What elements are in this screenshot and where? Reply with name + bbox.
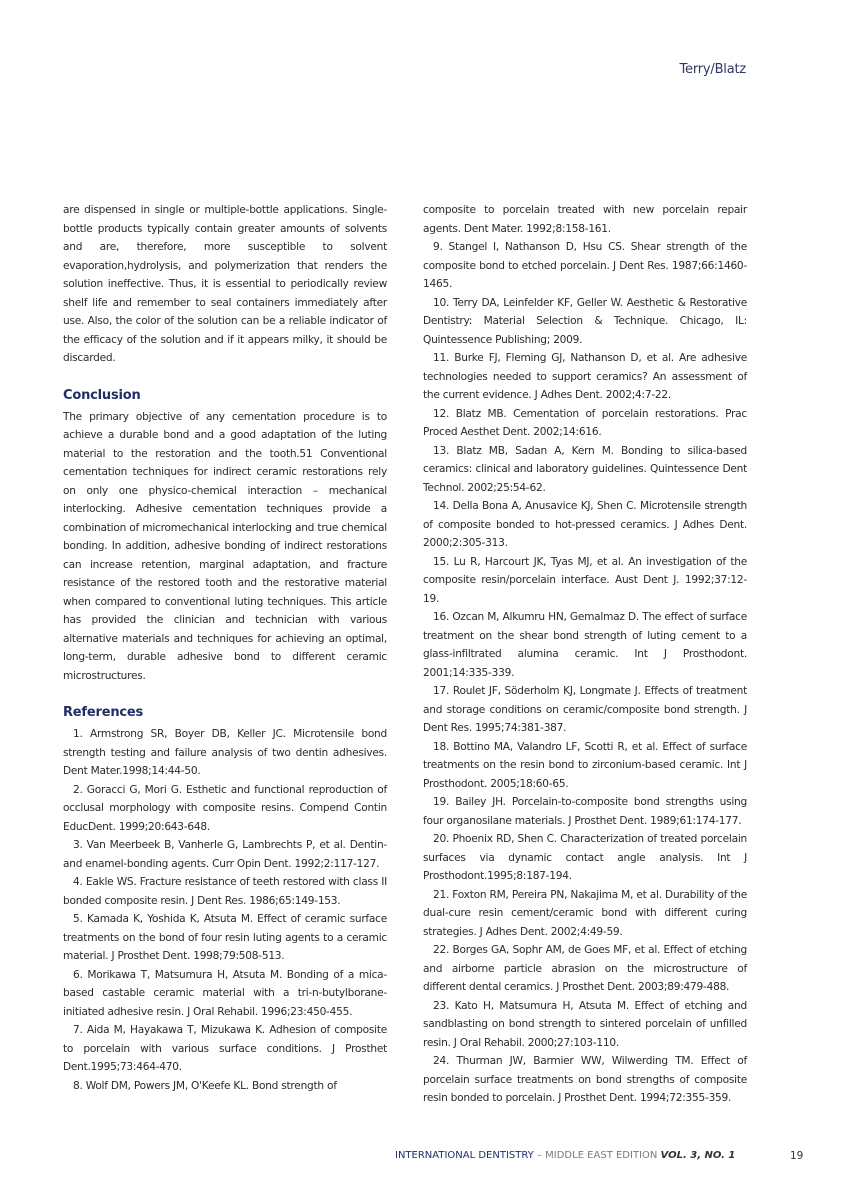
reference-item: 21. Foxton RM, Pereira PN, Nakajima M, et al. Durability of the dual-cure resin cement/ceramic bond with different curing strategies. J Adhes Dent. 2002;4:49-59. [423,888,747,938]
reference-item: 11. Burke FJ, Fleming GJ, Nathanson D, et al. Are adhesive technologies needed to support ceramics? An assessment of the current evidence. J Adhes Dent. 2002;4:7-22. [423,352,747,401]
reference-item: 17. Roulet JF, Söderholm KJ, Longmate J. Effects of treatment and storage conditions on ceramic/composite bond strength. J Dent Res. 1995;74:381-387. [423,685,747,734]
reference-item: 15. Lu R, Harcourt JK, Tyas MJ, et al. An investigation of the composite resin/porcelain interface. Aust Dent J. 1992;37:12-19. [423,555,747,605]
reference-item: 20. Phoenix RD, Shen C. Characterization of treated porcelain surfaces via dynamic contact angle analysis. Int J Prosthodont.1995;8:187-194. [423,833,747,882]
reference-item: 24. Thurman JW, Barmier WW, Wilwerding TM. Effect of porcelain surface treatments on bond strengths of composite resin bonded to porcelain. J Prosthet Dent. 1994;72:355-359. [423,1055,747,1104]
reference-item: 6. Morikawa T, Matsumura H, Atsuta M. Bonding of a mica-based castable ceramic material with a tri-n-butylborane-initiated adhesive resin. J Oral Rehabil. 1996;23:450-455. [63,968,387,1018]
reference-item: 5. Kamada K, Yoshida K, Atsuta M. Effect of ceramic surface treatments on the bond of four resin luting agents to a ceramic material. J Prosthet Dent. 1998;79:508-513. [63,913,387,962]
reference-item: 13. Blatz MB, Sadan A, Kern M. Bonding to silica-based ceramics: clinical and laboratory guidelines. Quintessence Dent Technol. 2002;25:54-62. [423,444,747,494]
footer-volume: VOL. 3, NO. 1 [660,1150,736,1161]
reference-item: 23. Kato H, Matsumura H, Atsuta M. Effect of etching and sandblasting on bond strength to sintered porcelain of unfilled resin. J Oral Rehabil. 2000;27:103-110. [423,999,747,1049]
footer-separator: – [533,1150,546,1161]
page-number: 19 [790,1150,804,1162]
reference-item: 8. Wolf DM, Powers JM, O'Keefe KL. Bond strength of [73,1079,337,1092]
reference-item: 9. Stangel I, Nathanson D, Hsu CS. Shear strength of the composite bond to etched porcelain. J Dent Res. 1987;66:1460-1465. [423,241,747,290]
reference-item: 7. Aida M, Hayakawa T, Mizukawa K. Adhesion of composite to porcelain with various surface conditions. J Prosthet Dent.1995;73:464-470. [63,1024,387,1073]
conclusion-heading: Conclusion [63,387,141,403]
left-column [63,201,387,1095]
reference-item: 3. Van Meerbeek B, Vanherle G, Lambrechts P, et al. Dentin- and enamel-bonding agents. Curr Opin Dent. 1992;2:117-127. [63,839,387,870]
footer-journal-line [395,1150,735,1161]
reference-item: 10. Terry DA, Leinfelder KF, Geller W. Aesthetic & Restorative Dentistry: Material Selection & Technique. Chicago, IL: Quintessence Publishing; 2009. [423,296,747,346]
reference-item: 4. Eakle WS. Fracture resistance of teeth restored with class II bonded composite resin. J Dent Res. 1986;65:149-153. [63,876,387,907]
reference-item-continued: composite to porcelain treated with new porcelain repair agents. Dent Mater. 1992;8:158-161. [423,204,747,235]
reference-item: 2. Goracci G, Mori G. Esthetic and functional reproduction of occlusal morphology with composite resins. Compend Contin EducDent. 1999;20:643-648. [63,783,387,833]
reference-item: 16. Ozcan M, Alkumru HN, Gemalmaz D. The effect of surface treatment on the shear bond strength of luting cement to a glass-infiltrated alumina ceramic. Int J Prosthodont. 2001;14:335-339. [423,611,747,679]
right-column [423,201,747,1108]
references-heading: References [63,705,144,720]
footer-journal-name: INTERNATIONAL DENTISTRY [395,1150,534,1161]
reference-item: 22. Borges GA, Sophr AM, de Goes MF, et al. Effect of etching and airborne particle abrasion on the microstructure of different dental ceramics. J Prosthet Dent. 2003;89:479-488. [423,944,747,993]
reference-item: 1. Armstrong SR, Boyer DB, Keller JC. Microtensile bond strength testing and failure analysis of two dentin adhesives. Dent Mater.1998;14:44-50. [63,728,387,777]
conclusion-paragraph: The primary objective of any cementation procedure is to achieve a durable bond and a good adaptation of the luting material to the restoration and the tooth.51 Conventional cementation techniques for indirect ceramic restorations rely on only one physico-chemical interaction – mechanical interlocking. Adhesive cementation techniques provide a combination of micromechanical interlocking and true chemical bonding. In addition, adhesive bonding of indirect restorations can increase retention, marginal adaptation, and fracture resistance of the restored tooth and the restorative material when compared to conventional luting techniques. This article has provided the clinician and technician with various alternative materials and techniques for achieving an optimal, long-term, durable adhesive bond to different ceramic microstructures. [63,410,387,682]
reference-item: 12. Blatz MB. Cementation of porcelain restorations. Prac Proced Aesthet Dent. 2002;14:616. [423,407,747,438]
reference-item: 18. Bottino MA, Valandro LF, Scotti R, et al. Effect of surface treatments on the resin bond to zirconium-based ceramic. Int J Prosthodont. 2005;18:60-65. [423,740,747,790]
reference-item: 14. Della Bona A, Anusavice KJ, Shen C. Microtensile strength of composite bonded to hot-pressed ceramics. J Adhes Dent. 2000;2:305-313. [423,500,747,549]
reference-item: 19. Bailey JH. Porcelain-to-composite bond strengths using four organosilane materials. J Prosthet Dent. 1989;61:174-177. [423,796,747,827]
running-head: Terry/Blatz [679,62,746,77]
footer-edition: MIDDLE EAST EDITION [545,1150,661,1161]
intro-paragraph: are dispensed in single or multiple-bottle applications. Single-bottle products typically contain greater amounts of solvents and are, therefore, more susceptible to solvent evaporation,hydrolysis, and polymerization that renders the solution ineffective. Thus, it is essential to periodically review shelf life and remember to seal containers immediately after use. Also, the color of the solution can be a reliable indicator of the efficacy of the solution and if it appears milky, it should be discarded. [63,204,387,364]
